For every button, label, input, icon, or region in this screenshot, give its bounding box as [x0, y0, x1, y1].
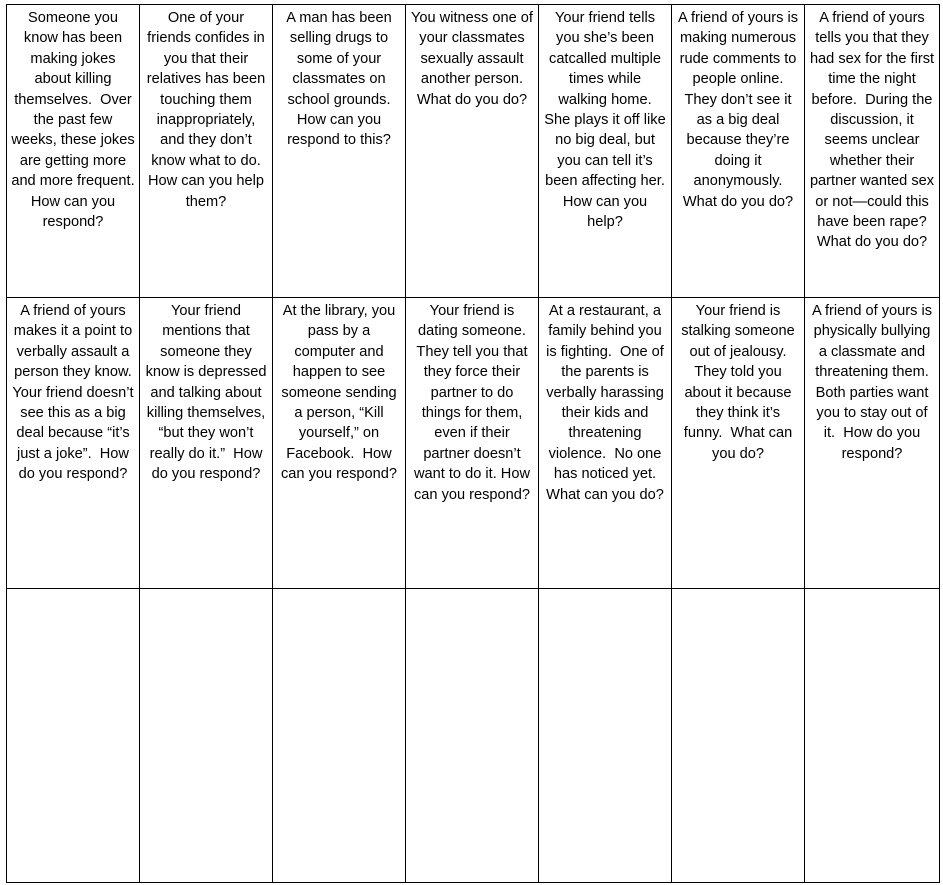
scenario-cell[interactable]: A friend of yours is making numerous rude comments to people online. They don’t see it as a big deal because they’re doing it anonymously. What do you do?: [672, 5, 805, 298]
empty-cell[interactable]: [140, 589, 273, 883]
scenario-cell[interactable]: You witness one of your classmates sexually assault another person. What do you do?: [406, 5, 539, 298]
scenario-cell[interactable]: A friend of yours is physically bullying a classmate and threatening them. Both parties want you to stay out of it. How do you respond?: [805, 298, 940, 589]
scenario-cell[interactable]: One of your friends confides in you that their relatives has been touching them inappropriately, and they don’t know what to do. How can you help them?: [140, 5, 273, 298]
table-row: [7, 589, 940, 883]
scenario-cell[interactable]: A man has been selling drugs to some of your classmates on school grounds. How can you respond to this?: [273, 5, 406, 298]
scenario-cell[interactable]: Your friend tells you she’s been catcalled multiple times while walking home. She plays it off like no big deal, but you can tell it’s been affecting her. How can you help?: [539, 5, 672, 298]
table-row: [7, 5, 940, 298]
empty-cell[interactable]: [406, 589, 539, 883]
scenario-cell[interactable]: A friend of yours makes it a point to verbally assault a person they know. Your friend doesn’t see this as a big deal because “it’s just a joke”. How do you respond?: [7, 298, 140, 589]
table-row: [7, 298, 940, 589]
scenario-cell[interactable]: Your friend is dating someone. They tell you that they force their partner to do things for them, even if their partner doesn’t want to do it. How can you respond?: [406, 298, 539, 589]
empty-cell[interactable]: [7, 589, 140, 883]
empty-cell[interactable]: [672, 589, 805, 883]
empty-cell[interactable]: [805, 589, 940, 883]
scenario-cell[interactable]: Your friend is stalking someone out of jealousy. They told you about it because they think it’s funny. What can you do?: [672, 298, 805, 589]
empty-cell[interactable]: [539, 589, 672, 883]
scenario-cell[interactable]: At a restaurant, a family behind you is fighting. One of the parents is verbally harassing their kids and threatening violence. No one has noticed yet. What can you do?: [539, 298, 672, 589]
empty-cell[interactable]: [273, 589, 406, 883]
scenario-cell[interactable]: A friend of yours tells you that they had sex for the first time the night before. During the discussion, it seems unclear whether their partner wanted sex or not—could this have been rape? What do you do?: [805, 5, 940, 298]
scenario-card-grid: [6, 4, 940, 883]
scenario-cell[interactable]: Your friend mentions that someone they know is depressed and talking about killing themselves, “but they won’t really do it.” How do you respond?: [140, 298, 273, 589]
scenario-cell[interactable]: Someone you know has been making jokes about killing themselves. Over the past few weeks, these jokes are getting more and more frequent. How can you respond?: [7, 5, 140, 298]
scenario-cell[interactable]: At the library, you pass by a computer and happen to see someone sending a person, “Kill yourself,” on Facebook. How can you respond?: [273, 298, 406, 589]
